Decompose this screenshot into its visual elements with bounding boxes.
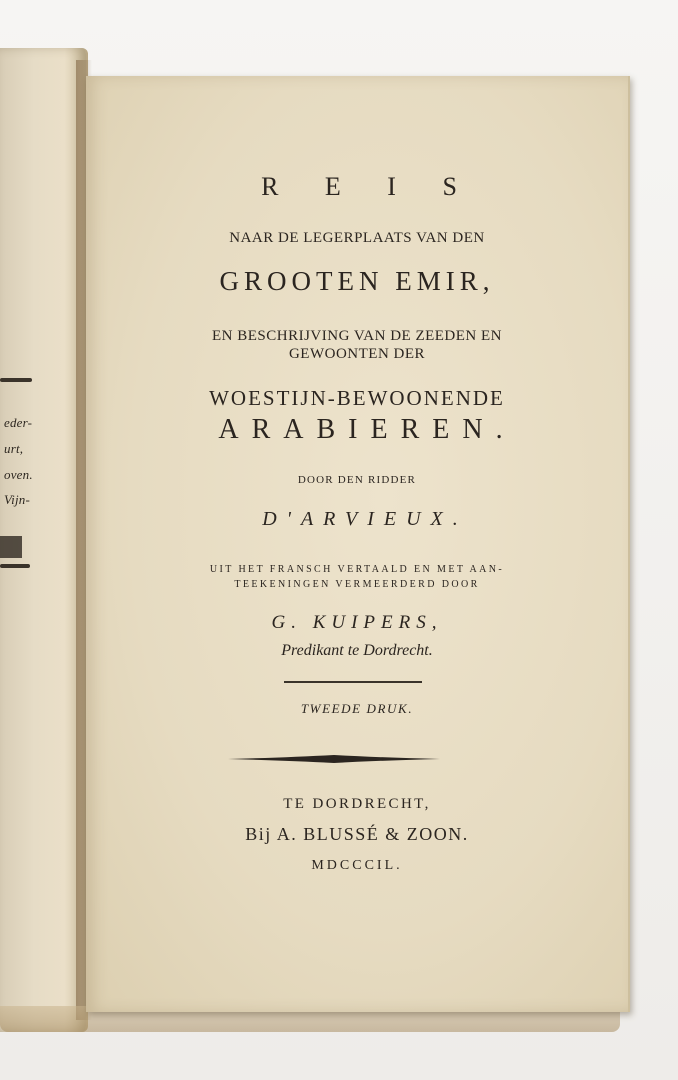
author-name: D'ARVIEUX. — [262, 508, 468, 530]
imprint-year: MDCCCIL. — [311, 858, 403, 873]
left-page-rule-top — [0, 378, 32, 382]
line-woestijn: WOESTIJN-BEWOONENDE — [209, 386, 505, 410]
left-facing-page — [0, 48, 88, 1032]
edition-label: TWEEDE DRUK. — [300, 701, 414, 716]
translator-role: Predikant te Dordrecht. — [281, 642, 433, 659]
title-page — [86, 76, 630, 1012]
line-arabieren: ARABIEREN. — [218, 414, 516, 445]
title-reis: R E I S — [261, 172, 477, 201]
divider-rule — [284, 681, 422, 683]
left-page-fragment: Vijn- — [4, 492, 31, 507]
line-naar: NAAR DE LEGERPLAATS VAN DEN — [229, 230, 485, 246]
imprint-publisher: Bij A. BLUSSÉ & ZOON. — [245, 824, 469, 844]
left-page-fragment: urt, — [4, 441, 24, 456]
left-page-rule-bottom — [0, 564, 30, 568]
imprint-place: TE DORDRECHT, — [283, 796, 431, 812]
translator-note-1: UIT HET FRANSCH VERTAALD EN MET AAN- — [209, 564, 505, 575]
translator-note-2: TEEKENINGEN VERMEERDERD DOOR — [234, 579, 480, 590]
left-page-ornament — [0, 536, 22, 558]
line-grooten-emir: GROOTEN EMIR, — [219, 266, 495, 296]
line-beschrijving-2: GEWOONTEN DER — [288, 346, 426, 362]
line-door-den-ridder: DOOR DEN RIDDER — [297, 474, 417, 486]
line-beschrijving-1: EN BESCHRIJVING VAN DE ZEEDEN EN — [211, 328, 503, 344]
left-page-fragment: eder- — [4, 415, 33, 430]
left-page-fragment: oven. — [4, 467, 33, 482]
ornament-rule — [228, 754, 440, 764]
translator-name: G. KUIPERS, — [271, 612, 443, 633]
